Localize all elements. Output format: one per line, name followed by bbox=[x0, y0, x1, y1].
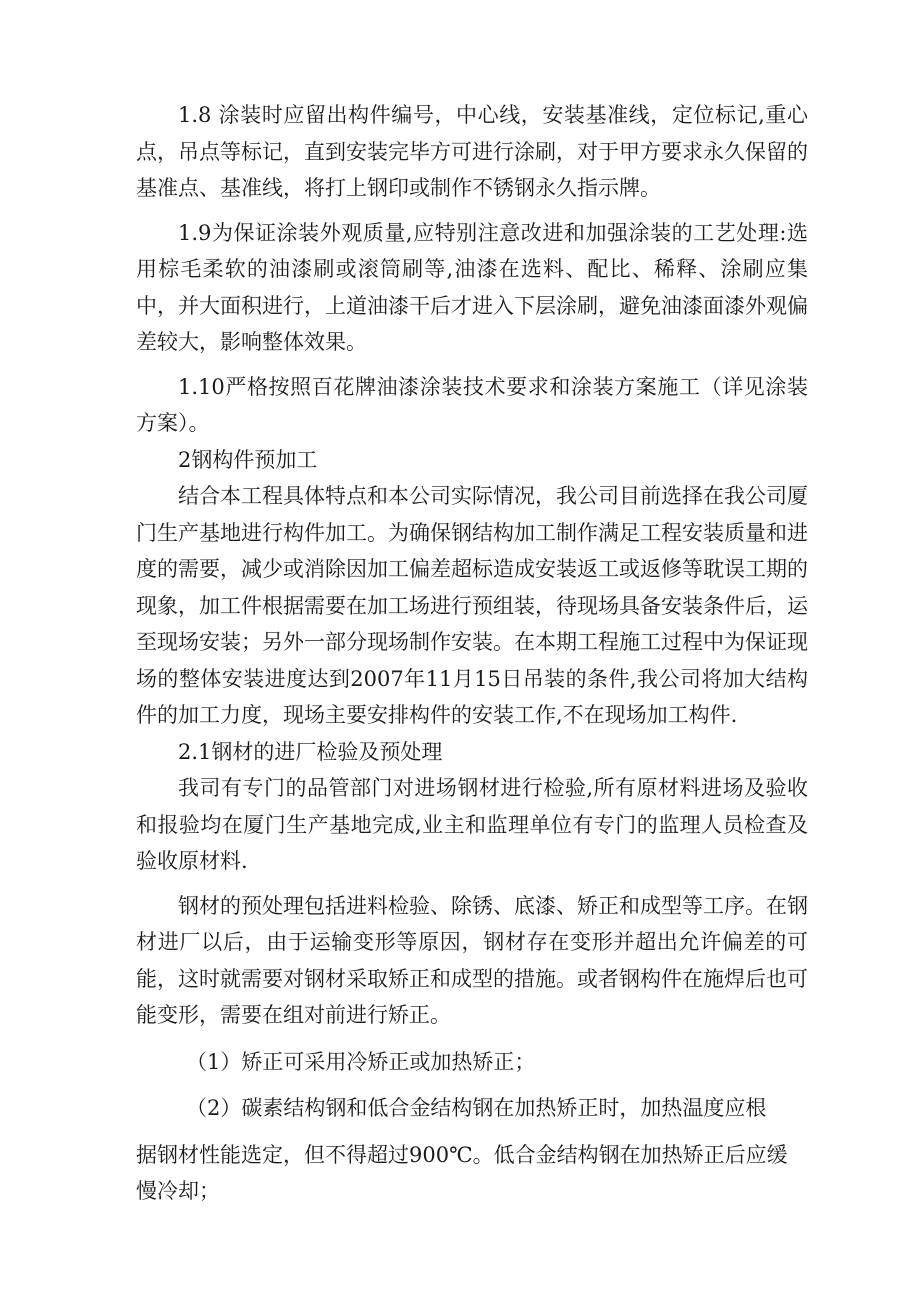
section-heading-2: 2钢构件预加工 bbox=[178, 447, 318, 472]
paragraph-1-10: 1.10严格按照百花牌油漆涂装技术要求和涂装方案施工（详见涂装方案）。 bbox=[136, 374, 808, 435]
list-item-2: （2）碳素结构钢和低合金结构钢在加热矫正时，加热温度应根 bbox=[186, 1096, 767, 1120]
paragraph-1-9: 1.9为保证涂装外观质量,应特别注意改进和加强涂装的工艺处理:选用棕毛柔软的油漆刷或滚筒刷等,油漆在选料、配比、稀释、涂刷应集中，并大面积进行，上道油漆干后才进入下层涂刷，避免油漆面漆外观偏差较大，影响整体效果。 bbox=[136, 220, 808, 354]
paragraph-section-2-body: 结合本工程具体特点和本公司实际情况，我公司目前选择在我公司厦门生产基地进行构件加工。为确保钢结构加工制作满足工程安装质量和进度的需要，减少或消除因加工偏差超标造成安装返工或返修等耽误工期的现象，加工件根据需要在加工场进行预组装，待现场具备安装条件后，运至现场安装；另外一部分现场制作安装。在本期工程施工过程中为保证现场的整体安装进度达到2007年11月15日吊装的条件,我公司将加大结构件的加工力度，现场主要安排构件的安装工作,不在现场加工构件. bbox=[136, 484, 808, 727]
list-item-1: （1）矫正可采用冷矫正或加热矫正； bbox=[186, 1049, 536, 1074]
paragraph-inspection: 我司有专门的品管部门对进场钢材进行检验,所有原材料进场及验收和报验均在厦门生产基地完成,业主和监理单位有专门的监理人员检查及验收原材料. bbox=[136, 776, 808, 873]
document-body bbox=[136, 97, 808, 1210]
section-heading-2-1: 2.1钢材的进厂检验及预处理 bbox=[178, 739, 443, 764]
list-item-2-continuation: 据钢材性能选定，但不得超过900℃。低合金结构钢在加热矫正后应缓慢冷却； bbox=[136, 1142, 788, 1203]
paragraph-pretreatment: 钢材的预处理包括进料检验、除锈、底漆、矫正和成型等工序。在钢材进厂以后，由于运输变形等原因，钢材存在变形并超出允许偏差的可能，这时就需要对钢材采取矫正和成型的措施。或者钢构件在施焊后也可能变形，需要在组对前进行矫正。 bbox=[136, 893, 808, 1027]
paragraph-1-8: 1.8 涂装时应留出构件编号，中心线，安装基准线，定位标记,重心点，吊点等标记，直到安装完毕方可进行涂刷，对于甲方要求永久保留的基准点、基准线，将打上钢印或制作不锈钢永久指示牌。 bbox=[136, 103, 808, 200]
